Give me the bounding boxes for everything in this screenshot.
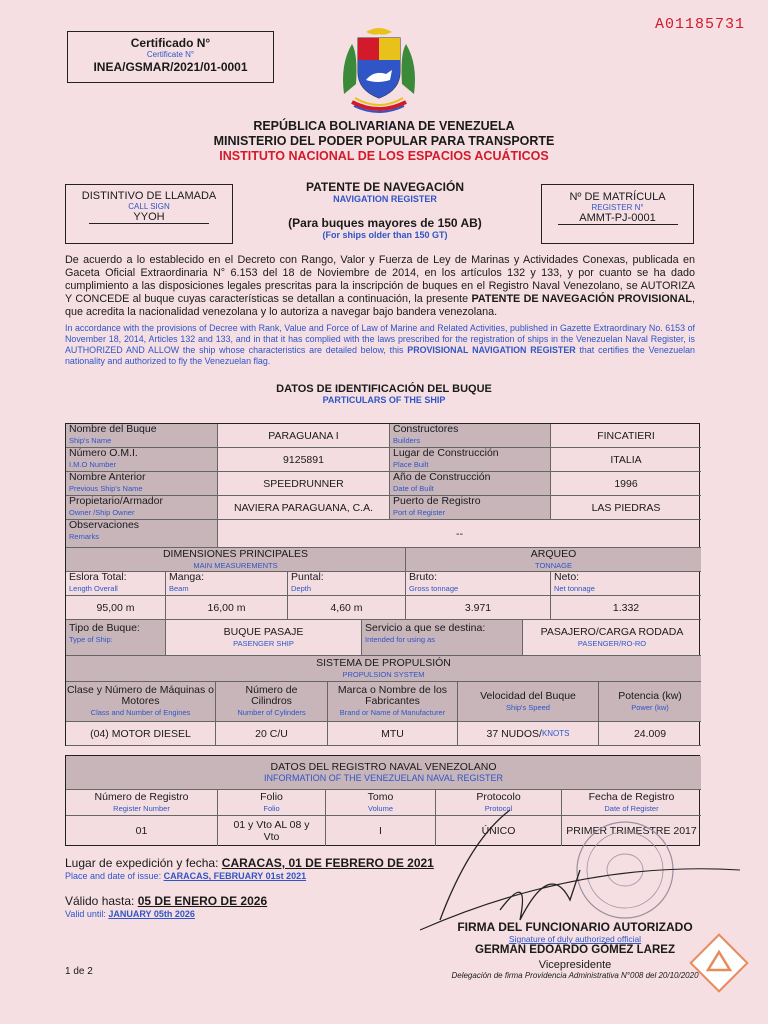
loa-label: Eslora Total: [69, 571, 127, 583]
net-label-cell [551, 572, 701, 596]
obs-label-cell [66, 520, 218, 548]
naval-date: PRIMER TRIMESTRE 2017 [566, 825, 697, 837]
place-label-en: Place Built [393, 460, 429, 469]
owner-label-cell [66, 496, 218, 520]
issue-label-en: Place and date of issue: [65, 871, 162, 881]
dims-title-en: MAIN MEASUREMENTS [193, 560, 278, 570]
inea-logo-icon [686, 930, 752, 996]
prop-h4-en: Ship's Speed [506, 702, 550, 712]
naval-h3-en: Volume [367, 803, 394, 813]
call-sign-label: DISTINTIVO DE LLAMADA [81, 190, 217, 202]
propulsion-title-cell [66, 656, 701, 682]
type-value: BUQUE PASAJE [223, 625, 304, 638]
naval-h2: Folio [260, 790, 283, 803]
naval-h1-en: Register Number [113, 803, 170, 813]
body-en-1: In accordance with the provisions of Decree with Rank, Value and Force of Law of Marine and Related Activities, published in Gazette Extraordinary No. 6153 of November 18, 2014, Articles 132 and 133, and in that it has complied with the laws prescribed for the registration of ships in the Venezuelan Naval Register, is AUTHORIZED AND ALLOW the ship whose characteristics are detailed below, this [65, 323, 695, 355]
patent-title-block [240, 180, 530, 240]
signature-icon [380, 800, 740, 940]
valid-label-en: Valid until: [65, 909, 106, 919]
speed-value-cell [458, 722, 599, 746]
registration-value: AMMT-PJ-0001 [558, 212, 678, 225]
certificate-number: INEA/GSMAR/2021/01-0001 [93, 60, 248, 74]
depth-value: 4,60 m [288, 596, 406, 620]
naval-h1: Número de Registro [94, 790, 189, 803]
prop-h2-en: Number of Cylinders [237, 708, 306, 717]
cylinders-value: 20 C/U [216, 722, 328, 746]
body-en-bold: PROVISIONAL NAVIGATION REGISTER [407, 345, 576, 355]
propulsion-title-en: PROPULSION SYSTEM [342, 669, 425, 679]
obs-label-en: Remarks [69, 532, 100, 541]
speed-unit: KNOTS [541, 729, 570, 738]
section1-title: DATOS DE IDENTIFICACIÓN DEL BUQUE [276, 383, 492, 395]
name-label-cell [66, 424, 218, 448]
naval-h5-en: Date of Register [604, 803, 659, 813]
naval-protocol: ÚNICO [436, 816, 562, 846]
issue-value-en: CARACAS, FEBRUARY 01st 2021 [163, 871, 307, 881]
type-value-cell [166, 620, 362, 656]
valid-label: Válido hasta: [65, 894, 135, 908]
ship-particulars-table [65, 423, 700, 746]
imo-label-cell [66, 448, 218, 472]
patent-title-en: NAVIGATION REGISTER [333, 194, 437, 204]
prop-h4: Velocidad del Buque [480, 689, 576, 702]
prop-h1: Clase y Número de Máquinas o Motores [66, 684, 215, 707]
header-line3: INSTITUTO NACIONAL DE LOS ESPACIOS ACUÁTICOS [219, 149, 549, 163]
issue-label: Lugar de expedición y fecha: [65, 856, 219, 870]
naval-h2-cell [218, 790, 326, 816]
signature-title-en: Signature of duly authorized official [508, 934, 642, 944]
prev-label: Nombre Anterior [69, 471, 146, 483]
owner-label: Propietario/Armador [69, 495, 163, 507]
previous-name: SPEEDRUNNER [218, 472, 390, 496]
issue-line [65, 856, 434, 870]
place-label-cell [390, 448, 551, 472]
gross-label-en: Gross tonnage [409, 584, 459, 593]
dims-title-cell [66, 548, 406, 572]
signature-title: FIRMA DEL FUNCIONARIO AUTORIZADO [457, 920, 693, 934]
dims-title: DIMENSIONES PRINCIPALES [162, 547, 309, 560]
issue-line-en [65, 871, 306, 881]
place-built: ITALIA [551, 448, 701, 472]
valid-line-en [65, 909, 195, 919]
depth-label-en: Depth [291, 584, 312, 593]
naval-h4: Protocolo [476, 790, 521, 803]
year-label-cell [390, 472, 551, 496]
call-sign-box [65, 184, 233, 244]
speed-value: 37 NUDOS/ [486, 727, 542, 740]
valid-value-en: JANUARY 05th 2026 [108, 909, 195, 919]
prop-h3: Marca o Nombre de los Fabricantes [337, 684, 448, 707]
port-label-cell [390, 496, 551, 520]
body-es-2: , que acredita la nacionalidad venezolana y lo autoriza a navegar bajo bandera venezolana. [65, 293, 695, 318]
builders: FINCATIERI [551, 424, 701, 448]
certificate-label: Certificado N° [130, 36, 211, 50]
patent-title: PATENTE DE NAVEGACIÓN [305, 180, 464, 194]
naval-title: DATOS DEL REGISTRO NAVAL VENEZOLANO [270, 760, 497, 773]
tonnage-title-en: TONNAGE [535, 560, 572, 570]
port-label-en: Port of Register [393, 508, 446, 517]
body-es-1: De acuerdo a lo establecido en el Decreto con Rango, Valor y Fuerza de Ley de Marinas y Actividades Conexas, publicada en Gaceta Oficial Extraordinaria N° 6.153 del 18 de Noviembre de 2014, en los artículos 132 y 133, y por cuanto se ha dado cumplimiento a las disposiciones legales prescritas para la inscripción de buques en el Registro Naval Venezolano, se AUTORIZA Y CONCEDE al buque cuyas características se detallan a continuación, la presente [65, 254, 695, 305]
naval-h3: Tomo [367, 790, 394, 803]
imo-number: 9125891 [218, 448, 390, 472]
valid-line [65, 894, 267, 908]
call-sign-value: YYOH [89, 211, 209, 224]
name-label-en: Ship's Name [69, 436, 112, 445]
gross-label-cell [406, 572, 551, 596]
prop-h4-cell [458, 682, 599, 722]
net-value: 1.332 [551, 596, 701, 620]
issue-value: CARACAS, 01 DE FEBRERO DE 2021 [221, 856, 434, 870]
year-label: Año de Construcción [393, 471, 491, 483]
patent-sub: (Para buques mayores de 150 AB) [288, 216, 482, 230]
delegation-text: Delegación de firma Providencia Administrativa N°008 del 20/10/2020 [451, 971, 699, 980]
section1-title-en: PARTICULARS OF THE SHIP [322, 395, 446, 405]
power-value: 24.009 [599, 722, 701, 746]
net-label: Neto: [554, 571, 580, 583]
remarks: -- [218, 520, 701, 548]
prop-h5: Potencia (kw) [618, 689, 682, 702]
year-built: 1996 [551, 472, 701, 496]
certificate-label-en: Certificate N° [146, 50, 195, 59]
name-label: Nombre del Buque [69, 423, 157, 435]
service-value-en: PASENGER/RO-RO [577, 638, 647, 648]
body-en-2: that certifies the Venezuelan nationality and authorized to fly the Venezuelan flag. [65, 345, 695, 366]
type-label-en: Type of Ship: [69, 635, 113, 644]
beam-value: 16,00 m [166, 596, 288, 620]
beam-label: Manga: [169, 571, 205, 583]
body-es-bold: PATENTE DE NAVEGACIÓN PROVISIONAL [471, 293, 692, 305]
net-label-en: Net tonnage [554, 584, 595, 593]
body-spanish [65, 254, 695, 319]
gross-value: 3.971 [406, 596, 551, 620]
port-of-register: LAS PIEDRAS [551, 496, 701, 520]
service-value-cell [523, 620, 701, 656]
header-line2: MINISTERIO DEL PODER POPULAR PARA TRANSPORTE [213, 134, 555, 148]
prop-h1-cell [66, 682, 216, 722]
year-label-en: Date of Built [393, 484, 434, 493]
coat-of-arms-icon [338, 24, 420, 114]
manufacturer-value: MTU [328, 722, 458, 746]
service-label-en: Intended for using as [365, 635, 436, 644]
section1-title-block [0, 383, 768, 405]
signature-block [420, 920, 730, 980]
beam-label-cell [166, 572, 288, 596]
gross-label: Bruto: [409, 571, 438, 583]
page-number: 1 de 2 [65, 966, 93, 977]
signer-role: Vicepresidente [538, 959, 612, 971]
owner: NAVIERA PARAGUANA, C.A. [218, 496, 390, 520]
loa-label-cell [66, 572, 166, 596]
tonnage-title: ARQUEO [530, 547, 577, 560]
loa-value: 95,00 m [66, 596, 166, 620]
naval-h2-en: Folio [263, 803, 280, 813]
body-english [65, 323, 695, 367]
prop-h2: Número de Cilindros [245, 684, 298, 707]
naval-folio: 01 y Vto AL 08 y Vto [218, 816, 326, 846]
beam-label-en: Beam [169, 584, 189, 593]
obs-label: Observaciones [69, 519, 140, 531]
imo-label-en: I.M.O Number [69, 460, 117, 469]
naval-h1-cell [66, 790, 218, 816]
registration-label: Nº DE MATRÍCULA [569, 191, 666, 203]
loa-label-en: Length Overall [69, 584, 118, 593]
naval-h4-en: Protocol [484, 803, 513, 813]
serial-number: A01185731 [655, 16, 746, 33]
depth-label: Puntal: [291, 571, 324, 583]
builders-label-cell [390, 424, 551, 448]
naval-h5: Fecha de Registro [588, 790, 675, 803]
tonnage-title-cell [406, 548, 701, 572]
patent-sub-en: (For ships older than 150 GT) [322, 230, 448, 240]
registration-box [541, 184, 694, 244]
place-label: Lugar de Construcción [393, 447, 499, 459]
registration-label-en: REGISTER N° [591, 203, 644, 212]
imo-label: Número O.M.I. [69, 447, 138, 459]
service-label-cell [362, 620, 523, 656]
prop-h3-cell [328, 682, 458, 722]
port-label: Puerto de Registro [393, 495, 481, 507]
type-value-en: PASENGER SHIP [233, 638, 294, 648]
type-label-cell [66, 620, 166, 656]
propulsion-title: SISTEMA DE PROPULSIÓN [316, 656, 451, 669]
prop-h2-cell [216, 682, 328, 722]
service-value: PASAJERO/CARGA RODADA [540, 625, 684, 638]
builders-label-en: Builders [393, 436, 421, 445]
prop-h1-en: Class and Number of Engines [90, 708, 191, 717]
call-sign-label-en: CALL SIGN [128, 202, 170, 211]
type-label: Tipo de Buque: [69, 622, 140, 634]
service-label: Servicio a que se destina: [365, 622, 486, 634]
naval-title-en: INFORMATION OF THE VENEZUELAN NAVAL REGISTER [263, 772, 504, 783]
engines-value: (04) MOTOR DIESEL [66, 722, 216, 746]
prev-label-cell [66, 472, 218, 496]
owner-label-en: Owner /Ship Owner [69, 508, 135, 517]
valid-value: 05 DE ENERO DE 2026 [137, 894, 268, 908]
prop-h5-en: Power (kw) [631, 702, 669, 712]
depth-label-cell [288, 572, 406, 596]
builders-label: Constructores [393, 423, 459, 435]
header-line1: REPÚBLICA BOLIVARIANA DE VENEZUELA [253, 119, 515, 133]
naval-title-cell [66, 756, 701, 790]
prev-label-en: Previous Ship's Name [69, 484, 143, 493]
naval-register-number: 01 [66, 816, 218, 846]
prop-h3-en: Brand or Name of Manufacturer [339, 708, 446, 717]
naval-volume: I [326, 816, 436, 846]
prop-h5-cell [599, 682, 701, 722]
certificate-number-box [67, 31, 274, 83]
signer-name: GERMAN EDOARDO GÓMEZ LAREZ [475, 944, 675, 956]
ship-name: PARAGUANA I [218, 424, 390, 448]
